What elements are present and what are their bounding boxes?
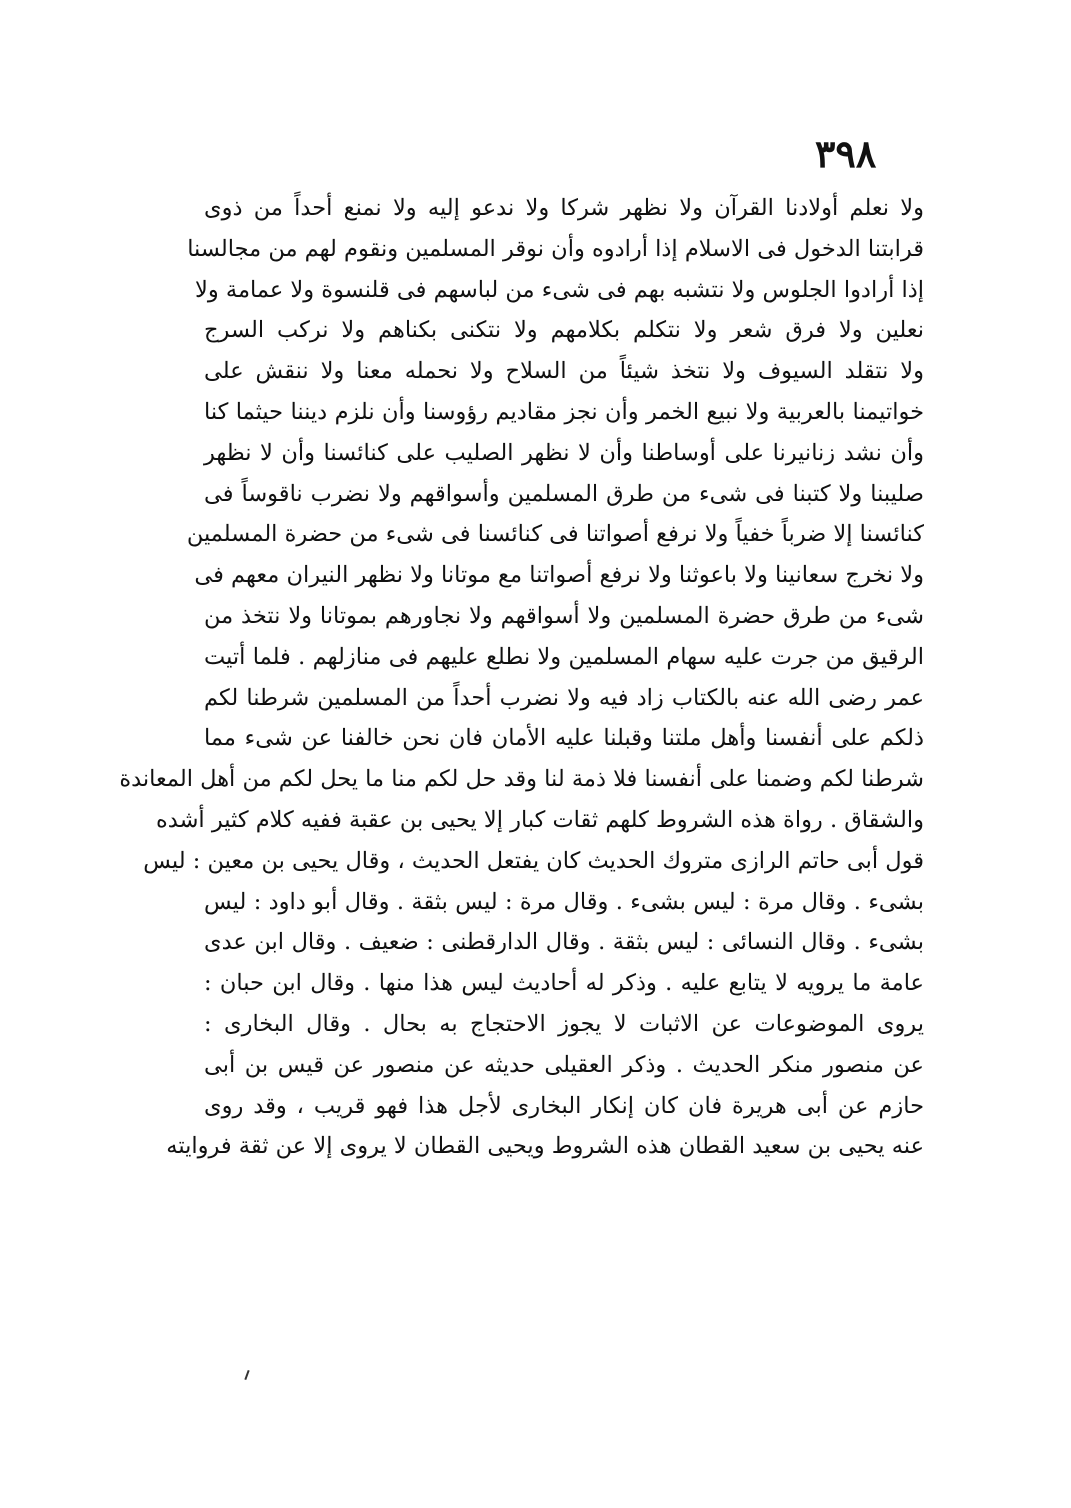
text-line-20: عامة ما يرويه لا يتابع عليه . وذكر له أحاديث ليس هذا منها . وقال ابن حبان : bbox=[204, 970, 924, 997]
text-line-17: قول أبى حاتم الرازى متروك الحديث كان يفتعل الحديث ، وقال يحيى بن معين : ليس bbox=[143, 847, 924, 874]
text-line-13: عمر رضى الله عنه بالكتاب زاد فيه ولا نضرب أحداً من المسلمين شرطنا لكم bbox=[204, 684, 924, 711]
text-line-16: والشقاق . رواة هذه الشروط كلهم ثقات كبار إلا يحيى بن عقبة ففيه كلام كثير أشده bbox=[155, 806, 924, 833]
text-line-11: شىء من طرق حضرة المسلمين ولا أسواقهم ولا نجاورهم بموتانا ولا نتخذ من bbox=[204, 602, 924, 629]
text-line-4: نعلين ولا فرق شعر ولا نتكلم بكلامهم ولا نتكنى بكناهم ولا نركب السرج bbox=[204, 317, 924, 344]
text-line-3: إذا أرادوا الجلوس ولا نتشبه بهم فى شىء من لباسهم فى قلنسوة ولا عمامة ولا bbox=[195, 276, 924, 303]
text-line-15: شرطنا لكم وضمنا على أنفسنا فلا ذمة لنا وقد حل لكم منا ما يحل لكم من أهل المعاندة bbox=[119, 766, 924, 793]
body-text bbox=[119, 188, 924, 1167]
text-line-2: قرابتنا الدخول فى الاسلام إذا أرادوه وأن نوقر المسلمين ونقوم لهم من مجالسنا bbox=[187, 235, 924, 262]
ink-mark bbox=[244, 1370, 249, 1380]
page-number: ٣٩٨ bbox=[815, 131, 877, 176]
text-line-18: بشىء . وقال مرة : ليس بشىء . وقال مرة : ليس بثقة . وقال أبو داود : ليس bbox=[204, 888, 924, 915]
text-line-10: ولا نخرج سعانينا ولا باعوثنا ولا نرفع أصواتنا مع موتانا ولا نظهر النيران معهم فى bbox=[194, 562, 924, 589]
text-line-19: بشىء . وقال النسائى : ليس بثقة . وقال الدارقطنى : ضعيف . وقال ابن عدى bbox=[204, 929, 924, 956]
text-line-7: وأن نشد زنانيرنا على أوساطنا وأن لا نظهر الصليب على كنائسنا وأن لا نظهر bbox=[204, 439, 924, 466]
text-line-24: عنه يحيى بن سعيد القطان هذه الشروط ويحيى القطان لا يروى إلا عن ثقة فروايته bbox=[166, 1133, 924, 1160]
text-line-8: صليبنا ولا كتبنا فى شىء من طرق المسلمين وأسواقهم ولا نضرب ناقوساً فى bbox=[204, 480, 924, 507]
text-line-5: ولا نتقلد السيوف ولا نتخذ شيئاً من السلاح ولا نحمله معنا ولا ننقش على bbox=[204, 358, 924, 385]
text-line-12: الرقيق من جرت عليه سهام المسلمين ولا نطلع عليهم فى منازلهم . فلما أتيت bbox=[204, 643, 924, 670]
text-line-6: خواتيمنا بالعربية ولا نبيع الخمر وأن نجز مقاديم رؤوسنا وأن نلزم ديننا حيثما كنا bbox=[204, 398, 924, 425]
text-line-22: عن منصور منكر الحديث . وذكر العقيلى حديثه عن منصور عن قيس بن أبى bbox=[204, 1051, 924, 1078]
text-line-23: حازم عن أبى هريرة فان كان إنكار البخارى لأجل هذا فهو قريب ، وقد روى bbox=[204, 1092, 924, 1119]
text-line-14: ذلكم على أنفسنا وأهل ملتنا وقبلنا عليه الأمان فان نحن خالفنا عن شىء مما bbox=[204, 725, 924, 752]
text-line-1: ولا نعلم أولادنا القرآن ولا نظهر شركا ولا ندعو إليه ولا نمنع أحداً من ذوى bbox=[204, 195, 924, 221]
text-line-21: يروى الموضوعات عن الاثبات لا يجوز الاحتجاج به بحال . وقال البخارى : bbox=[204, 1010, 924, 1037]
text-line-9: كنائسنا إلا ضرباً خفياً ولا نرفع أصواتنا فى كنائسنا فى شىء من حضرة المسلمين bbox=[186, 521, 924, 548]
